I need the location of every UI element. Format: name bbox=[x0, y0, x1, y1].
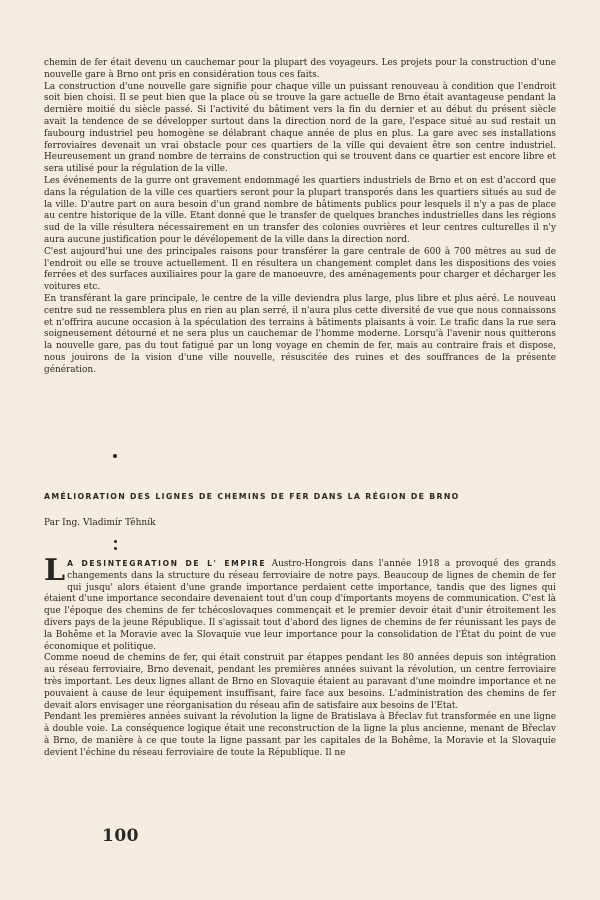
continued-article-text bbox=[44, 58, 556, 377]
lead-small-caps: A DESINTEGRATION DE L' EMPIRE bbox=[67, 559, 267, 568]
paragraph: Comme noeud de chemins de fer, qui était construit par étappes pendant les 80 années depuis son intégration au réseau ferroviaire, Brno devenait, pendant les premières années suivant la révolution, un centre ferroviaire très important. Les deux lignes allant de Brno en Slovaquie étaient au paravant d'une moindre importance et ne pouvaient à cause de leur équipement insuffisant, faire face aux besoins. L'administration des chemins de fer devait alors envisager une réorganisation du réseau afin de satisfaire aux besoins de l'Etat. bbox=[44, 653, 556, 711]
ornament-dot bbox=[113, 454, 117, 458]
drop-cap: L bbox=[44, 553, 66, 588]
article-byline: Par Ing. Vladimír Těhník bbox=[44, 518, 156, 528]
lead-paragraph bbox=[44, 553, 556, 653]
paragraph: Les événements de la gurre ont gravement endommagé les quartiers industriels de Brno et on est d'accord que dans la régulation de la ville ces quartiers seront pour la plupart transporés dans les quartiers situés au sud de la ville. D'autre part on aura besoin d'un grand nombre de bâtiments publics pour lesquels il n'y a pas de place au centre historique de la ville. Etant donné que le transfer de quelques branches industrielles dans les régions sud de la ville résultera nécessairement en un transfer des colonies ouvrières et leur centres culturelles il n'y aura aucune justification pour le dévélopement de la ville dans la direction nord. bbox=[44, 175, 556, 245]
article-body bbox=[44, 553, 556, 760]
page-number: 100 bbox=[102, 826, 139, 846]
ornament-dot bbox=[114, 540, 117, 543]
paragraph: La construction d'une nouvelle gare signifie pour chaque ville un puissant renouveau à condition que l'endroit soit bien choisi. Il se peut bien que la place où se trouve la gare actuelle de Brno était avantageuse pendant la dernière moitié du siècle passé. Si l'activité du bâtiment vers la fin du dernier et au début du présent siècle avait la tendence de se développer surtout dans la direction nord de la gare, l'espace situé au sud restait un faubourg industriel peu homogène se délabrant chaque année de plus en plus. La gare avec ses installations ferroviaires devenait un vrai obstacle pour ces quartiers de la ville qui devaient être son centre industriel. Heureusement un grand nombre de terrains de construction qui se trouvent dans ce quartier est encore libre et sera utilisé pour la régulation de la ville. bbox=[44, 81, 556, 175]
lead-paragraph-text: Austro-Hongrois dans l'année 1918 a provoqué des grands changements dans la structure du réseau ferroviaire de notre pays. Beaucoup de lignes de chemin de fer qui jusqu' alors étaient d'une grande importance perdaient cette importance, tandis que des lignes qui étaient d'une importance secondaire devenaient tout d'un coup d'importants moyens de communication. C'est là que l'époque des chemins de fer tchécoslovaques commençait et le premier devoir était d'unir étroitement les divers pays de la jeune République. Il s'agissait tout d'abord des lignes de chemins de fer réunissant les pays de la Bohême et la Moravie avec la Slovaquie vue leur importance pour la consolidation de l'État du point de vue économique et politique. bbox=[44, 559, 556, 652]
paragraph: En transférant la gare principale, le centre de la ville deviendra plus large, plus libre et plus aéré. Le nouveau centre sud ne ressemblera plus en rien au plan serré, il n'aura plus cette diversité de vue que nous connaissons et n'offrira aucune occasion à la spéculation des terrains à bâtiments plaisants à voir. Le trafic dans la rue sera soigneusement détourné et ne sera plus un cauchemar de l'homme moderne. Lorsqu'à l'avenir nous quitterons la nouvelle gare, pas du tout fatigué par un long voyage en chemin de fer, mais au contraire frais et dispose, nous jouirons de la vision d'une ville nouvelle, résuscitée des ruines et des souffrances de la présente génération. bbox=[44, 293, 556, 375]
paragraph: chemin de fer était devenu un cauchemar pour la plupart des voyageurs. Les projets pour la construction d'une nouvelle gare à Brno ont pris en considération tous ces faits. bbox=[44, 58, 556, 80]
paragraph: C'est aujourd'hui une des principales raisons pour transférer la gare centrale de 600 à 700 mètres au sud de l'endroit ou elle se trouve actuellement. Il en résultera un changement complet dans les dispositions des voies ferrées et des surfaces auxiliaires pour la gare de manoeuvre, des aménagements pour charger et décharger les voitures etc. bbox=[44, 246, 556, 293]
article-title: AMÉLIORATION DES LIGNES DE CHEMINS DE FER DANS LA RÉGION DE BRNO bbox=[44, 492, 460, 501]
ornament-dot bbox=[114, 547, 117, 550]
paragraph: Pendant les premières années suivant la révolution la ligne de Bratislava à Břeclav fut transformée en une ligne à double voie. La conséquence logique était une reconstruction de la ligne la plus ancienne, menant de Břeclav à Brno, de manière à ce que toute la ligne passant par les capitales de la Bohême, la Moravie et la Slovaquie devient l'échine du réseau ferroviaire de toute la République. Il ne bbox=[44, 712, 556, 758]
